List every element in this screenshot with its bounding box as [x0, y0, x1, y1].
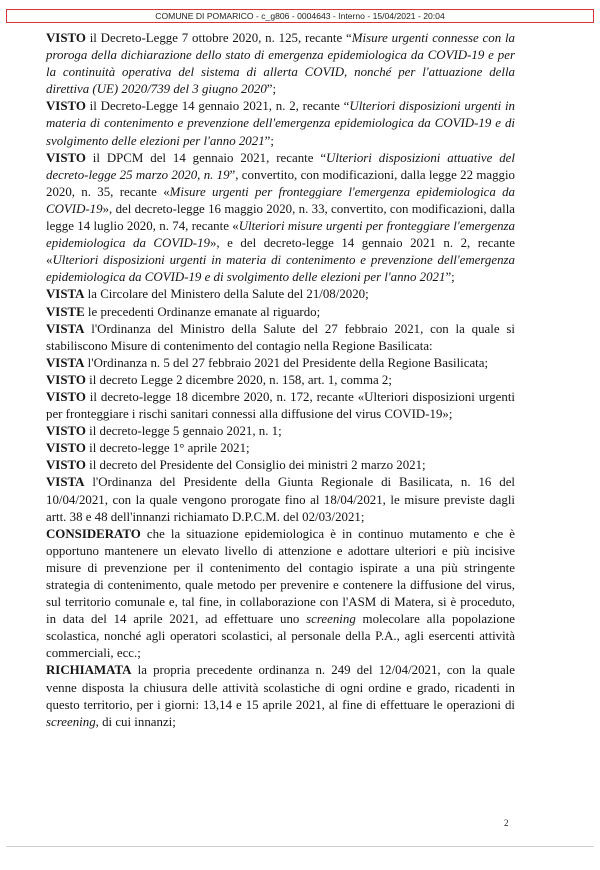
paragraph-text: il DPCM del 14 gennaio 2021, recante “ [85, 150, 327, 165]
protocol-stamp: COMUNE DI POMARICO - c_g806 - 0004643 - Interno - 15/04/2021 - 20:04 [6, 9, 594, 23]
paragraph [46, 321, 515, 355]
paragraph-keyword: VISTO [46, 372, 86, 387]
paragraph-text: il decreto-legge 18 dicembre 2020, n. 172, recante «Ulteriori disposizioni urgenti per fronteggiare i rischi sanitari connessi alla diffusione del virus COVID-19»; [46, 389, 515, 422]
italic-text: screening [306, 612, 356, 627]
paragraph [46, 440, 515, 457]
paragraph-keyword: VISTA [46, 475, 85, 490]
paragraph-keyword: VISTA [46, 321, 85, 336]
paragraph-text: l'Ordinanza del Ministro della Salute del 27 febbraio 2021, con la quale si stabiliscono Misure di contenimento del contagio nella Regione Basilicata: [46, 321, 515, 353]
paragraph-text: la Circolare del Ministero della Salute del 21/08/2020; [84, 287, 369, 302]
paragraph-text: il Decreto-Legge 7 ottobre 2020, n. 125, recante “ [85, 31, 352, 45]
document-body [46, 30, 515, 731]
paragraph-keyword: VISTO [46, 150, 86, 165]
paragraph-text: ”, convertito, con modificazioni, dalla legge 22 maggio 2020, n. 35, recante « [46, 167, 515, 199]
italic-text: Misure urgenti per fronteggiare l'emergenza epidemiologica da COVID-19 [46, 184, 516, 216]
italic-text: Ulteriori disposizioni urgenti in materia di contenimento e prevenzione dell'emergenza epidemiologica da COVID-19 e di svolgimento delle elezioni per l'anno 2021 [46, 99, 515, 148]
paragraph [46, 304, 515, 321]
paragraph-keyword: VISTO [46, 458, 86, 473]
paragraph [46, 662, 515, 730]
italic-text: Ulteriori disposizioni attuative del decreto-legge 25 marzo 2020, n. 19 [46, 150, 515, 182]
paragraph-text: , di cui innanzi; [95, 714, 176, 729]
paragraph-text: ”; [445, 270, 455, 285]
paragraph-keyword: RICHIAMATA [46, 663, 132, 678]
paragraph-keyword: VISTA [46, 287, 85, 302]
paragraph-keyword: VISTO [46, 389, 86, 404]
italic-text: Ulteriori disposizioni urgenti in materia di contenimento e prevenzione dell'emergenza epidemiologica da COVID-19 e di svolgimento delle elezioni per l'anno 2021 [46, 253, 515, 285]
paragraph-text: che la situazione epidemiologica è in continuo mutamento e che è opportuno mantenere un elevato livello di attenzione e adottare ulteriori e più incisive misure di prevenzione per il contenimento del contagio ispirate a una più stringente strategia di contenimento, quale metodo per prevenire e contenere la diffusione del virus, sul territorio comunale e, tal fine, in collaborazione con l'ASM di Matera, si è proceduto, in data del 14 aprile 2021, ad effettuare uno [46, 526, 515, 627]
paragraph-text: ”; [264, 133, 274, 148]
paragraph-text: molecolare alla popolazione scolastica, nonché agli operatori scolastici, al personale della P.A., agli esercenti attività commerciali, ecc.; [46, 612, 515, 661]
page-number: 2 [504, 818, 509, 828]
paragraph-text: il decreto-legge 1° aprile 2021; [85, 441, 250, 456]
paragraph [46, 474, 515, 525]
paragraph-keyword: VISTO [46, 31, 86, 45]
paragraph-text: », del decreto-legge 16 maggio 2020, n. 33, convertito, con modificazioni, dalla legge 14 luglio 2020, n. 74, recante « [46, 201, 515, 234]
paragraph-text: il decreto Legge 2 dicembre 2020, n. 158, art. 1, comma 2; [85, 372, 392, 387]
paragraph-keyword: VISTE [46, 304, 85, 319]
italic-text: screening [46, 714, 96, 729]
paragraph [46, 30, 515, 98]
paragraph-text: il decreto del Presidente del Consiglio dei ministri 2 marzo 2021; [85, 458, 426, 473]
paragraph [46, 98, 515, 149]
italic-text: Ulteriori misure urgenti per fronteggiare l'emergenza epidemiologica da COVID-19 [46, 219, 515, 251]
paragraph [46, 372, 515, 389]
paragraph-keyword: CONSIDERATO [46, 526, 141, 541]
paragraph [46, 355, 515, 372]
paragraph-keyword: VISTA [46, 355, 85, 370]
paragraph-text: il decreto-legge 5 gennaio 2021, n. 1; [85, 424, 282, 439]
paragraph-text: », e del decreto-legge 14 gennaio 2021 n. 2, recante « [46, 236, 515, 268]
paragraph-keyword: VISTO [46, 99, 86, 114]
paragraph-text: le precedenti Ordinanze emanate al riguardo; [84, 304, 321, 319]
paragraph-text: il Decreto-Legge 14 gennaio 2021, n. 2, recante “ [85, 99, 350, 114]
paragraph-keyword: VISTO [46, 424, 86, 439]
paragraph [46, 286, 515, 303]
paragraph-text: la propria precedente ordinanza n. 249 del 12/04/2021, con la quale venne disposta la chiusura delle attività scolastiche di ogni ordine e grado, ricadenti in questo territorio, per i giorni: 13,14 e 15 aprile 2021, al fine di effettuare le operazioni di [46, 663, 515, 712]
italic-text: Misure urgenti connesse con la proroga della dichiarazione dello stato di emergenza epidemiologica da COVID-19 e per la continuità operativa del sistema di allerta COVID, nonché per l'attuazione della direttiva (UE) 2020/739 del 3 giugno 2020 [46, 31, 515, 97]
paragraph [46, 423, 515, 440]
paragraph [46, 457, 515, 474]
paragraph [46, 150, 515, 287]
page-bottom-rule [6, 846, 594, 847]
paragraph-text: l'Ordinanza n. 5 del 27 febbraio 2021 del Presidente della Regione Basilicata; [84, 355, 489, 370]
paragraph [46, 526, 515, 663]
paragraph [46, 389, 515, 423]
paragraph-text: ”; [266, 82, 277, 97]
paragraph-keyword: VISTO [46, 441, 86, 456]
paragraph-text: l'Ordinanza del Presidente della Giunta Regionale di Basilicata, n. 16 del 10/04/2021, con la quale vengono prorogate fino al 18/04/2021, le misure previste dagli artt. 38 e 48 dell'innanzi richiamato D.P.C.M. del 02/03/2021; [46, 475, 515, 524]
